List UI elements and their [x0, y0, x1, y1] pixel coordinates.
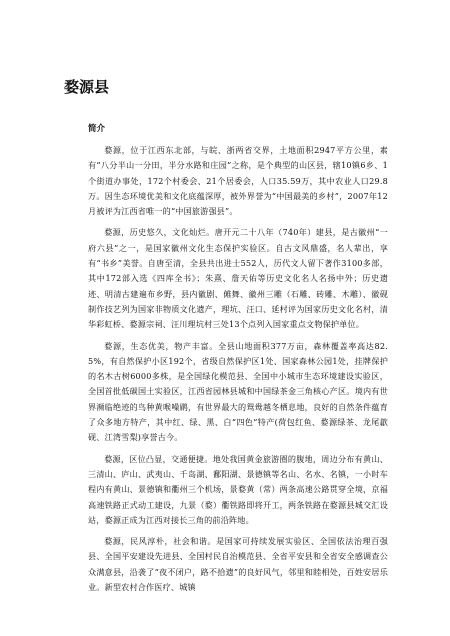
paragraph-ecology: 婺源，生态优美，物产丰富。全县山地面积377万亩，森林覆盖率高达82.5%，有自然保护小区192个，省级自然保护区1处、国家森林公园1处，挂牌保护的名木古树6000多株，是全国绿化模范县、全国中小城市生态环境建设实验区，全国首批低碳国土实验区，江西省园林县城和中国绿茶金三角核心产区。境内有世界濒临绝迹的鸟种黄喉噪鹛，有世界最大的鸳鸯越冬栖息地，良好的自然条件蕴育了众多地方特产，其中红、绿、黑、白“四色”特产(荷包红鱼、婺源绿茶、龙尾歙砚、江湾雪梨)享誉古今。: [88, 340, 388, 443]
paragraph-location: 婺源，区位凸显，交通便捷。地处我国黄金旅游圈的腹地，周边分布有黄山、三清山、庐山、武夷山、千岛湖、鄱阳湖、景德镇等名山、名水、名镇，一小时车程内有黄山、景德镇和衢州三个机场，景婺黄（常）两条高速公路贯穿全境，京福高速铁路正式动工建设，九景（婺）衢铁路即将开工，两条铁路在婺源县城交汇设站，婺源正成为江西对接长三角的前沿阵地。: [88, 453, 388, 525]
document-title: 婺源县: [64, 78, 110, 96]
document-body: [88, 143, 388, 601]
paragraph-society: 婺源，民风淳朴，社会和谐。是国家可持续发展实验区、全国依法治理百强县、全国平安建设先进县、全国村民自治模范县、全省平安县和全省安全感调查公众满意县，沿袭了“夜不闭户，路不拾遗”的良好风气，邻里和睦相处，百姓安居乐业。新型农村合作医疗、城镇: [88, 536, 388, 593]
paragraph-overview: 婺源，位于江西东北部，与皖、浙两省交界，土地面积2947平方公里，素有“八分半山一分田，半分水路和庄园”之称，是个典型的山区县，辖10镇6乡、1个街道办事处，172个村委会、21个居委会，人口35.59万，其中农业人口29.8万。因生态环境优美和文化底蕴深厚，被外界誉为“中国最美的乡村”，2007年12月被评为江西省唯一的“中国旅游强县”。: [88, 145, 388, 217]
paragraph-history: 婺源，历史悠久，文化灿烂。唐开元二十八年（740年）建县，是古徽州“一府六县”之一，是国家徽州文化生态保护实验区。自古文风鼎盛，名人辈出，享有“书乡”美誉。自唐至清，全县共出进士552人，历代文人留下著作3100多部，其中172部入选《四库全书》；朱熹、詹天佑等历史文化名人名扬中外；历史遗迹、明清古建遍布乡野，县内徽剧、傩舞、徽州三雕（石雕、砖雕、木雕）、徽砚制作技艺列为国家非物质文化遗产，理坑、汪口、延村评为国家历史文化名村，清华彩虹桥、婺源宗祠、汪川理坑村三处13个点列入国家重点文物保护单位。: [88, 227, 388, 330]
section-heading: 简介: [88, 124, 106, 134]
